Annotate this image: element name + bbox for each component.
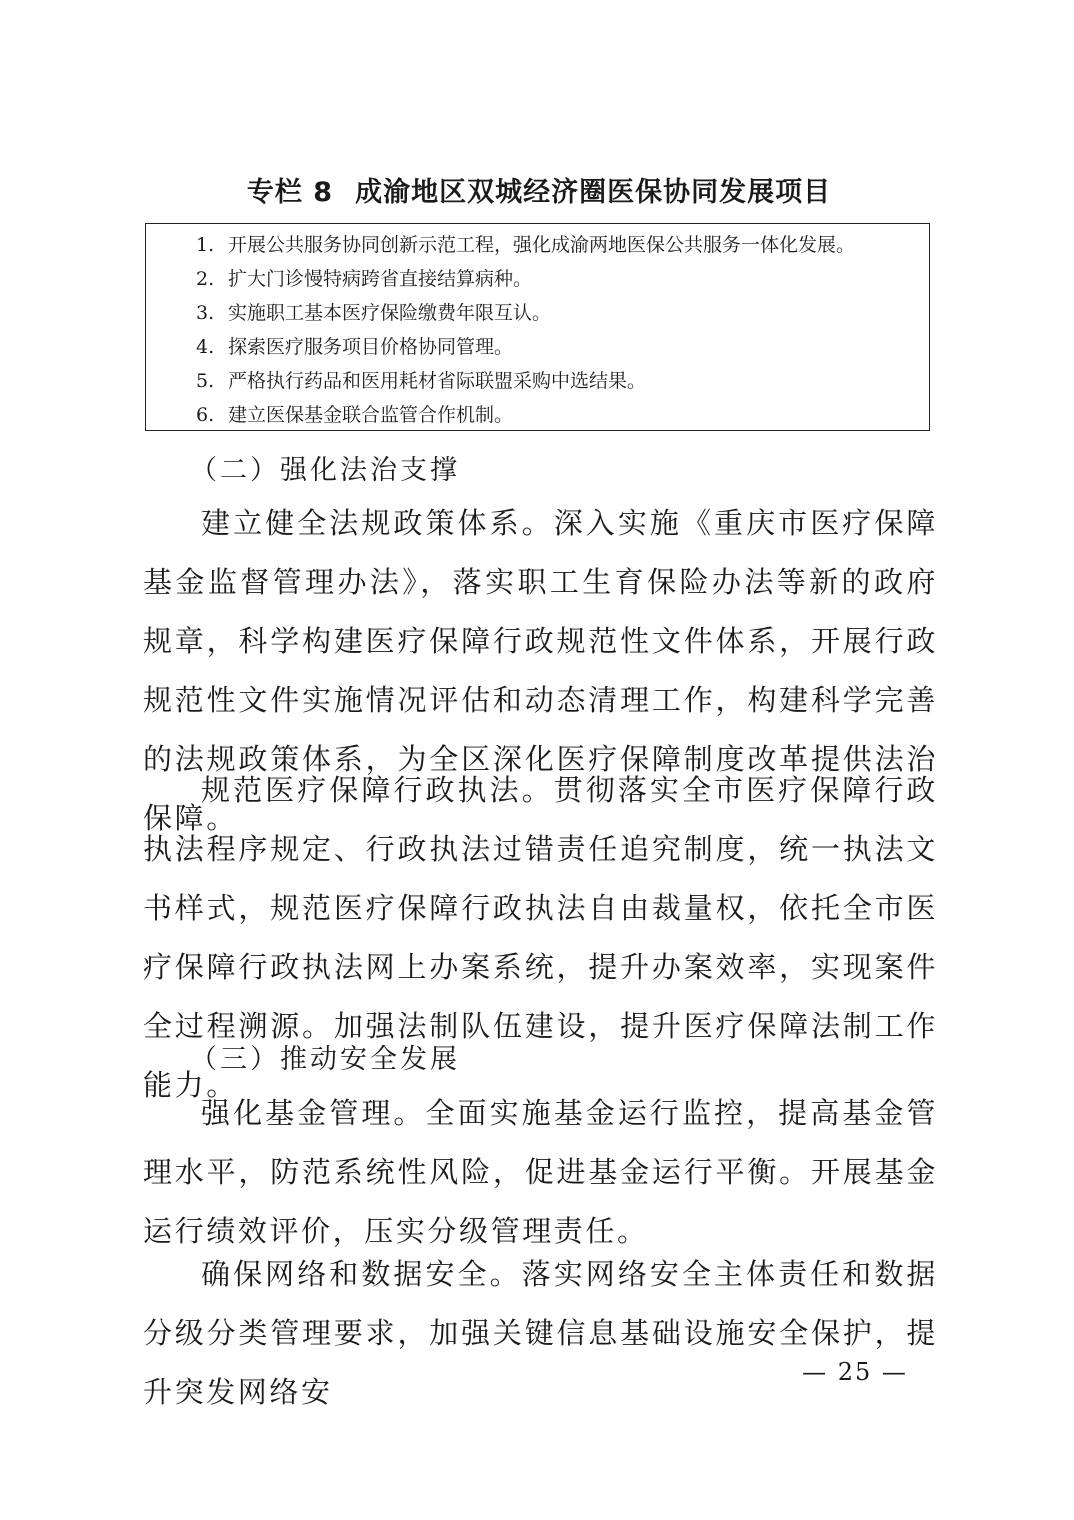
box-item-number: 3. — [196, 302, 215, 324]
box-item-number: 4. — [196, 336, 215, 358]
box-item-text: 探索医疗服务项目价格协同管理。 — [228, 336, 514, 358]
box-item — [196, 300, 551, 326]
section-heading: （二）强化法治支撑 — [190, 455, 460, 486]
box-item — [196, 232, 855, 258]
box-item-number: 2. — [196, 268, 215, 290]
box-item-number: 5. — [196, 370, 215, 392]
box-item-text: 扩大门诊慢特病跨省直接结算病种。 — [228, 268, 533, 290]
box-title-text: 成渝地区双城经济圈医保协同发展项目 — [355, 177, 832, 208]
box-item — [196, 402, 513, 428]
box-item — [196, 266, 532, 292]
box-title — [146, 170, 932, 209]
box-item-text: 实施职工基本医疗保险缴费年限互认。 — [228, 302, 552, 324]
paragraph: 规范医疗保障行政执法。贯彻落实全市医疗保障行政执法程序规定、行政执法过错责任追究制度，统一执法文书样式，规范医疗保障行政执法自由裁量权，依托全市医疗保障行政执法网上办案系统，提升办案效率，实现案件全过程溯源。加强法制队伍建设，提升医疗保障法制工作能力。 — [143, 773, 938, 1102]
box-item-number: 6. — [196, 404, 215, 426]
box-item-text: 严格执行药品和医用耗材省际联盟采购中选结果。 — [228, 370, 647, 392]
box-item-number: 1. — [196, 234, 215, 256]
paragraph: 强化基金管理。全面实施基金运行监控，提高基金管理水平，防范系统性风险，促进基金运行平衡。开展基金运行绩效评价，压实分级管理责任。 — [143, 1096, 938, 1248]
paragraph: 确保网络和数据安全。落实网络安全主体责任和数据分级分类管理要求，加强关键信息基础设施安全保护，提升突发网络安 — [143, 1257, 938, 1409]
box-item — [196, 368, 646, 394]
box-item-text: 开展公共服务协同创新示范工程，强化成渝两地医保公共服务一体化发展。 — [228, 234, 856, 256]
box-item-text: 建立医保基金联合监管合作机制。 — [228, 404, 514, 426]
box-item — [196, 334, 513, 360]
box-title-number: 专栏 8 — [246, 177, 334, 208]
page-number: — 25 — — [802, 1358, 908, 1386]
paragraph: 建立健全法规政策体系。深入实施《重庆市医疗保障基金监督管理办法》，落实职工生育保险办法等新的政府规章，科学构建医疗保障行政规范性文件体系，开展行政规范性文件实施情况评估和动态清理工作，构建科学完善的法规政策体系，为全区深化医疗保障制度改革提供法治保障。 — [143, 506, 938, 835]
project-box — [145, 223, 930, 431]
section-heading: （三）推动安全发展 — [190, 1044, 460, 1075]
